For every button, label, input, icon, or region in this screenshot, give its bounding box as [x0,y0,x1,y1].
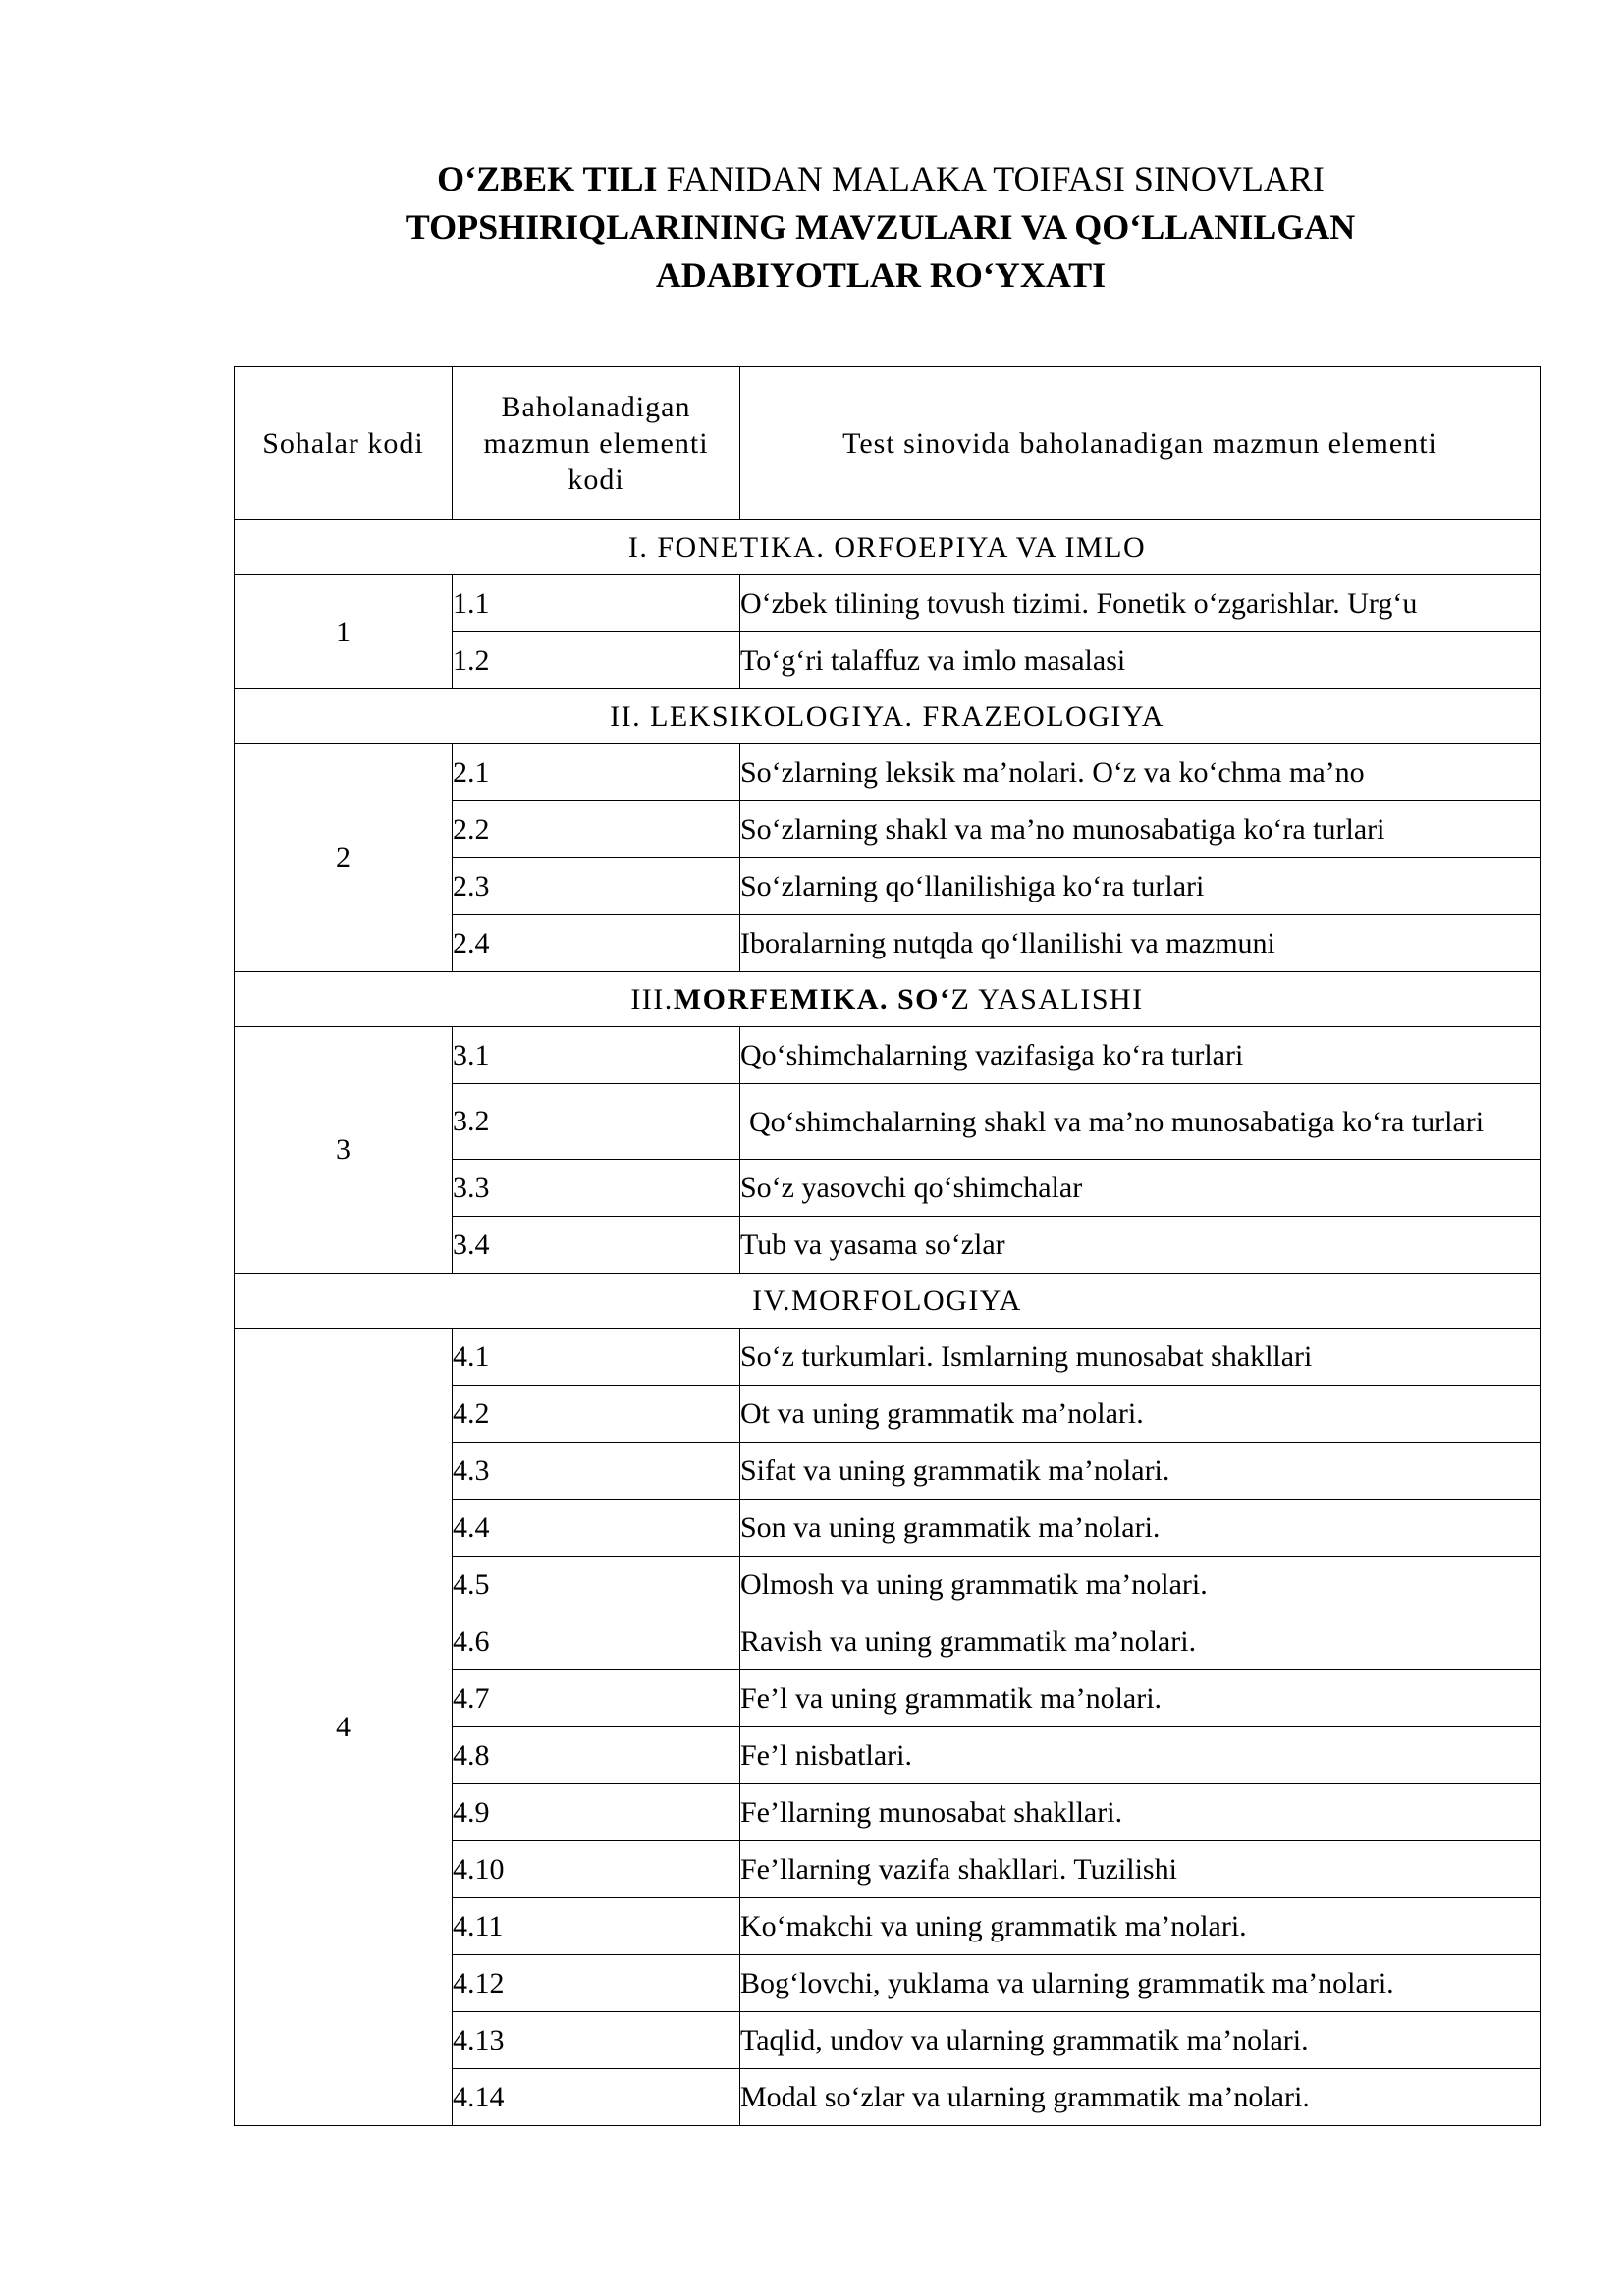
element-code-cell: 4.14 [453,2069,740,2126]
element-description-cell: Olmosh va uning grammatik ma’nolari. [740,1557,1541,1613]
element-code-cell: 4.10 [453,1841,740,1898]
content-table [234,366,1541,2126]
element-code-cell: 3.1 [453,1027,740,1084]
section-title-prefix: I. FONETIKA. ORFOEPIYA VA IMLO [627,530,1147,564]
element-code-cell: 4.13 [453,2012,740,2069]
element-code-cell: 2.3 [453,858,740,915]
area-code-cell: 3 [235,1027,453,1274]
element-description-cell: Taqlid, undov va ularning grammatik ma’nolari. [740,2012,1541,2069]
element-code-cell: 4.7 [453,1670,740,1727]
element-code-cell: 2.4 [453,915,740,972]
table-body [235,520,1541,2126]
element-description-cell: To‘g‘ri talaffuz va imlo masalasi [740,632,1541,689]
area-code-cell: 2 [235,744,453,972]
section-row [235,972,1541,1027]
element-code-cell: 4.3 [453,1443,740,1500]
table-row [235,1329,1541,1386]
element-code-cell: 4.4 [453,1500,740,1557]
element-code-cell: 3.2 [453,1084,740,1160]
element-code-cell: 4.11 [453,1898,740,1955]
element-description-cell: Bog‘lovchi, yuklama va ularning grammatik ma’nolari. [740,1955,1541,2012]
element-description-cell: Fe’l nisbatlari. [740,1727,1541,1784]
section-title-suffix: Z YASALISHI [950,982,1144,1015]
table-header-row [235,367,1541,520]
element-code-cell: 3.4 [453,1217,740,1274]
element-description-cell: Fe’llarning munosabat shakllari. [740,1784,1541,1841]
element-code-cell: 4.12 [453,1955,740,2012]
element-description-cell: Sifat va uning grammatik ma’nolari. [740,1443,1541,1500]
section-title-bold: MORFEMIKA. SO‘ [673,982,951,1015]
section-title-prefix: II. LEKSIKOLOGIYA. FRAZEOLOGIYA [610,699,1164,733]
element-description-cell: Ravish va uning grammatik ma’nolari. [740,1613,1541,1670]
section-row [235,1274,1541,1329]
element-description-cell: Qo‘shimchalarning vazifasiga ko‘ra turlari [740,1027,1541,1084]
element-description-cell: So‘zlarning qo‘llanilishiga ko‘ra turlari [740,858,1541,915]
element-description-cell: O‘zbek tilining tovush tizimi. Fonetik o‘zgarishlar. Urg‘u [740,575,1541,632]
element-description-cell: Ot va uning grammatik ma’nolari. [740,1386,1541,1443]
element-code-cell: 4.1 [453,1329,740,1386]
title-line-2: TOPSHIRIQLARINING MAVZULARI VA QO‘LLANILGAN [406,207,1356,246]
section-row [235,520,1541,575]
element-description-cell: So‘zlarning leksik ma’nolari. O‘z va ko‘chma ma’no [740,744,1541,801]
element-description-cell: Son va uning grammatik ma’nolari. [740,1500,1541,1557]
header-area-code: Sohalar kodi [235,367,453,520]
table-row [235,1027,1541,1084]
table-row [235,575,1541,632]
element-description-cell: So‘z yasovchi qo‘shimchalar [740,1160,1541,1217]
document-title [196,155,1565,300]
element-description-cell: So‘z turkumlari. Ismlarning munosabat shakllari [740,1329,1541,1386]
element-description-cell: Fe’llarning vazifa shakllari. Tuzilishi [740,1841,1541,1898]
element-code-cell: 4.5 [453,1557,740,1613]
element-code-cell: 4.6 [453,1613,740,1670]
element-code-cell: 4.8 [453,1727,740,1784]
element-code-cell: 2.1 [453,744,740,801]
section-row [235,689,1541,744]
element-code-cell: 2.2 [453,801,740,858]
title-line-3: ADABIYOTLAR RO‘YXATI [655,255,1107,295]
area-code-cell: 4 [235,1329,453,2126]
element-description-cell: Fe’l va uning grammatik ma’nolari. [740,1670,1541,1727]
element-code-cell: 1.2 [453,632,740,689]
section-title-prefix: III. [630,982,674,1015]
title-line-1 [196,155,1565,203]
section-title [235,520,1541,575]
title-line-1-rest: FANIDAN MALAKA TOIFASI SINOVLARI [657,159,1325,198]
section-title [235,689,1541,744]
element-description-cell: Iboralarning nutqda qo‘llanilishi va mazmuni [740,915,1541,972]
element-description-cell: So‘zlarning shakl va ma’no munosabatiga ko‘ra turlari [740,801,1541,858]
element-description-cell: Modal so‘zlar va ularning grammatik ma’nolari. [740,2069,1541,2126]
header-element-code: Baholanadigan mazmun elementi kodi [453,367,740,520]
header-element-description: Test sinovida baholanadigan mazmun elementi [740,367,1541,520]
element-description-cell: Qo‘shimchalarning shakl va ma’no munosabatiga ko‘ra turlari [740,1084,1541,1160]
area-code-cell: 1 [235,575,453,689]
element-code-cell: 4.9 [453,1784,740,1841]
section-title [235,972,1541,1027]
element-code-cell: 1.1 [453,575,740,632]
element-code-cell: 3.3 [453,1160,740,1217]
table-row [235,744,1541,801]
title-subject: O‘ZBEK TILI [437,159,658,198]
element-description-cell: Tub va yasama so‘zlar [740,1217,1541,1274]
section-title-prefix: IV.MORFOLOGIYA [752,1284,1022,1317]
section-title [235,1274,1541,1329]
element-code-cell: 4.2 [453,1386,740,1443]
element-description-cell: Ko‘makchi va uning grammatik ma’nolari. [740,1898,1541,1955]
